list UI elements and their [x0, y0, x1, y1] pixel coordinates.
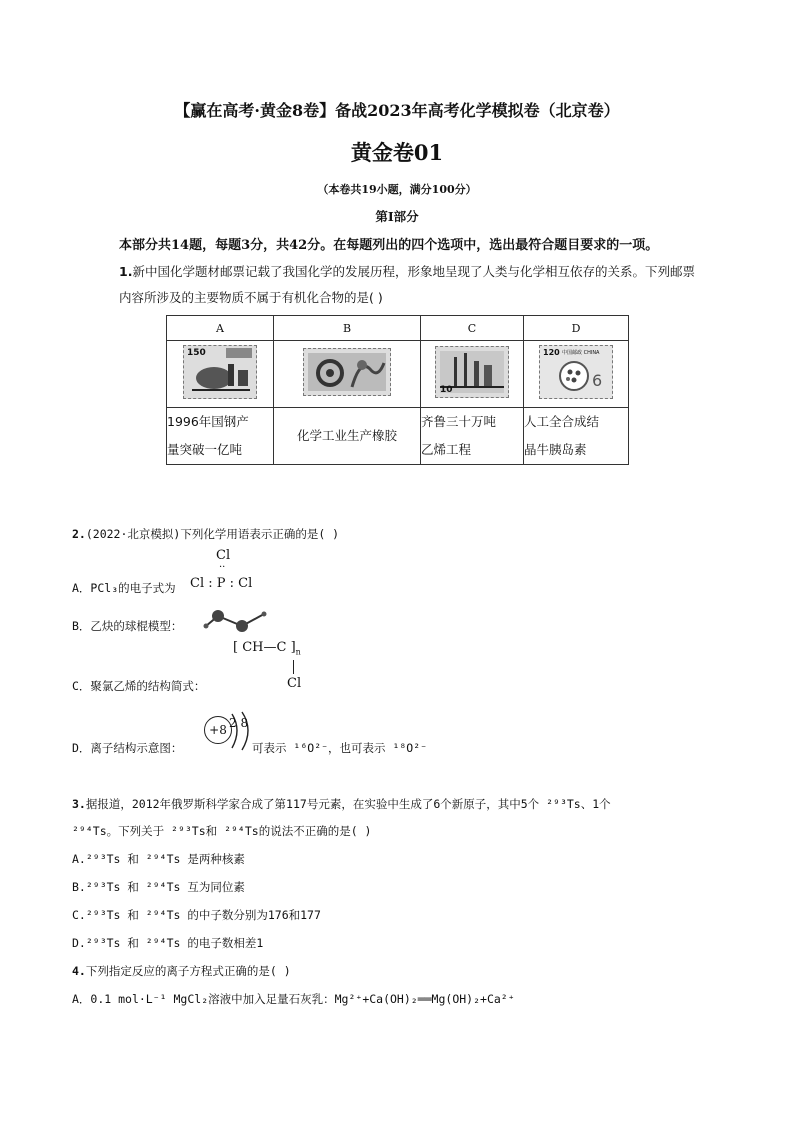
q2-stem-line [72, 526, 339, 542]
q3-option-a: A.²⁹³Ts 和 ²⁹⁴Ts 是两种核素 [72, 852, 245, 866]
option-c-cell [421, 408, 524, 465]
pvc-chain [233, 640, 301, 657]
stamp-label-d: 中国邮政 CHINA [562, 350, 600, 356]
q2-option-d: D．离子结构示意图： [72, 741, 183, 755]
q2-stem: (2022·北京模拟)下列化学用语表示正确的是( ) [85, 527, 340, 541]
option-a-line1: 1996年国钢产 [167, 414, 249, 429]
q2-option-d-tail: 可表示 ¹⁶O²⁻，也可表示 ¹⁸O²⁻ [252, 741, 428, 755]
option-c-line2: 乙烯工程 [421, 442, 472, 457]
pcl3-electron-formula: Cl : P : Cl [190, 576, 253, 591]
option-b-cell [274, 408, 421, 465]
col-header-a: A [167, 316, 274, 341]
q3-option-c: C.²⁹³Ts 和 ²⁹⁴Ts 的中子数分别为176和177 [72, 908, 321, 922]
q3-stem-2: ²⁹⁴Ts。下列关于 ²⁹³Ts和 ²⁹⁴Ts的说法不正确的是( ) [72, 824, 372, 838]
rubber-industry-illustration [304, 349, 390, 395]
option-d-line1: 人工全合成结 [524, 414, 600, 429]
option-d-line2: 晶牛胰岛素 [524, 442, 587, 457]
section-instruction: 本部分共14题，每题3分，共42分。在每题列出的四个选项中，选出最符合题目要求的一项。 [119, 238, 659, 253]
exam-title: 【赢在高考·黄金8卷】备战2023年高考化学模拟卷（北京卷） [174, 101, 620, 120]
q1-stem-1: 新中国化学题材邮票记载了我国化学的发展历程，形象地呈现了人类与化学相互依存的关系。下列邮票 [132, 264, 695, 279]
q3-stem-1: 据报道，2012年俄罗斯科学家合成了第117号元素，在实验中生成了6个新原子，其中5个 ²⁹³Ts、1个 [85, 797, 611, 811]
part-heading: 第I部分 [375, 209, 419, 224]
paper-subtitle: 黄金卷01 [350, 140, 444, 165]
q1-option-table [166, 315, 629, 465]
stamp-value-c: 10 [440, 385, 453, 395]
stamp-image-rubber [303, 348, 391, 396]
pvc-bond-line [293, 660, 294, 674]
stamp-cell-b [274, 341, 421, 408]
option-c-line1: 齐鲁三十万吨 [421, 414, 497, 429]
stamp-value-a: 150 [187, 348, 206, 358]
pvc-branch-cl: Cl [287, 676, 302, 691]
stamp-cell-d [524, 341, 629, 408]
stamp-value-d: 120 [543, 348, 560, 357]
stamp-image-steel [183, 345, 257, 399]
q4-stem: 下列指定反应的离子方程式正确的是( ) [85, 964, 291, 978]
q2-option-c: C．聚氯乙烯的结构简式： [72, 679, 206, 693]
insulin-crystal-illustration [540, 346, 612, 398]
col-header-c: C [421, 316, 524, 341]
pcl3-top-cl: Cl [216, 548, 231, 563]
q2-option-b: B．乙炔的球棍模型： [72, 619, 183, 633]
q1-number: 1. [119, 264, 133, 279]
q2-option-a: A．PCl₃的电子式为 [72, 581, 176, 595]
option-a-cell [167, 408, 274, 465]
svg-text:6: 6 [592, 371, 603, 390]
q3-option-b: B.²⁹³Ts 和 ²⁹⁴Ts 互为同位素 [72, 880, 245, 894]
option-d-cell [524, 408, 629, 465]
stamp-image-ethylene [435, 346, 509, 398]
q1-line1 [119, 262, 695, 280]
q2-number: 2. [72, 527, 86, 541]
pvc-subscript-n: n [295, 647, 301, 657]
steel-mill-illustration [184, 346, 256, 398]
ion-nucleus: +8 [204, 716, 232, 744]
q3-option-d: D.²⁹³Ts 和 ²⁹⁴Ts 的电子数相差1 [72, 936, 264, 950]
q4-stem-line [72, 963, 291, 979]
pvc-chain-text: [ CH—C ] [233, 640, 296, 655]
stamp-cell-a [167, 341, 274, 408]
q4-number: 4. [72, 964, 86, 978]
pcl3-top-dots: ·· [219, 562, 226, 573]
paper-scope: （本卷共19小题，满分100分） [317, 183, 477, 196]
col-header-b: B [274, 316, 421, 341]
stamp-image-insulin [539, 345, 613, 399]
stamp-cell-c [421, 341, 524, 408]
option-b-line1: 化学工业生产橡胶 [296, 428, 397, 443]
acetylene-ball-stick-model [200, 604, 272, 636]
q3-number: 3. [72, 797, 86, 811]
q4-option-a: A．0.1 mol·L⁻¹ MgCl₂溶液中加入足量石灰乳：Mg²⁺+Ca(OH)₂══Mg(OH)₂+Ca²⁺ [72, 992, 515, 1006]
q1-stem-2: 内容所涉及的主要物质不属于有机化合物的是( ) [119, 290, 383, 305]
col-header-d: D [524, 316, 629, 341]
option-a-line2: 量突破一亿吨 [167, 442, 243, 457]
electron-shell-counts: 2 8 [229, 716, 249, 730]
q3-line1 [72, 796, 611, 812]
